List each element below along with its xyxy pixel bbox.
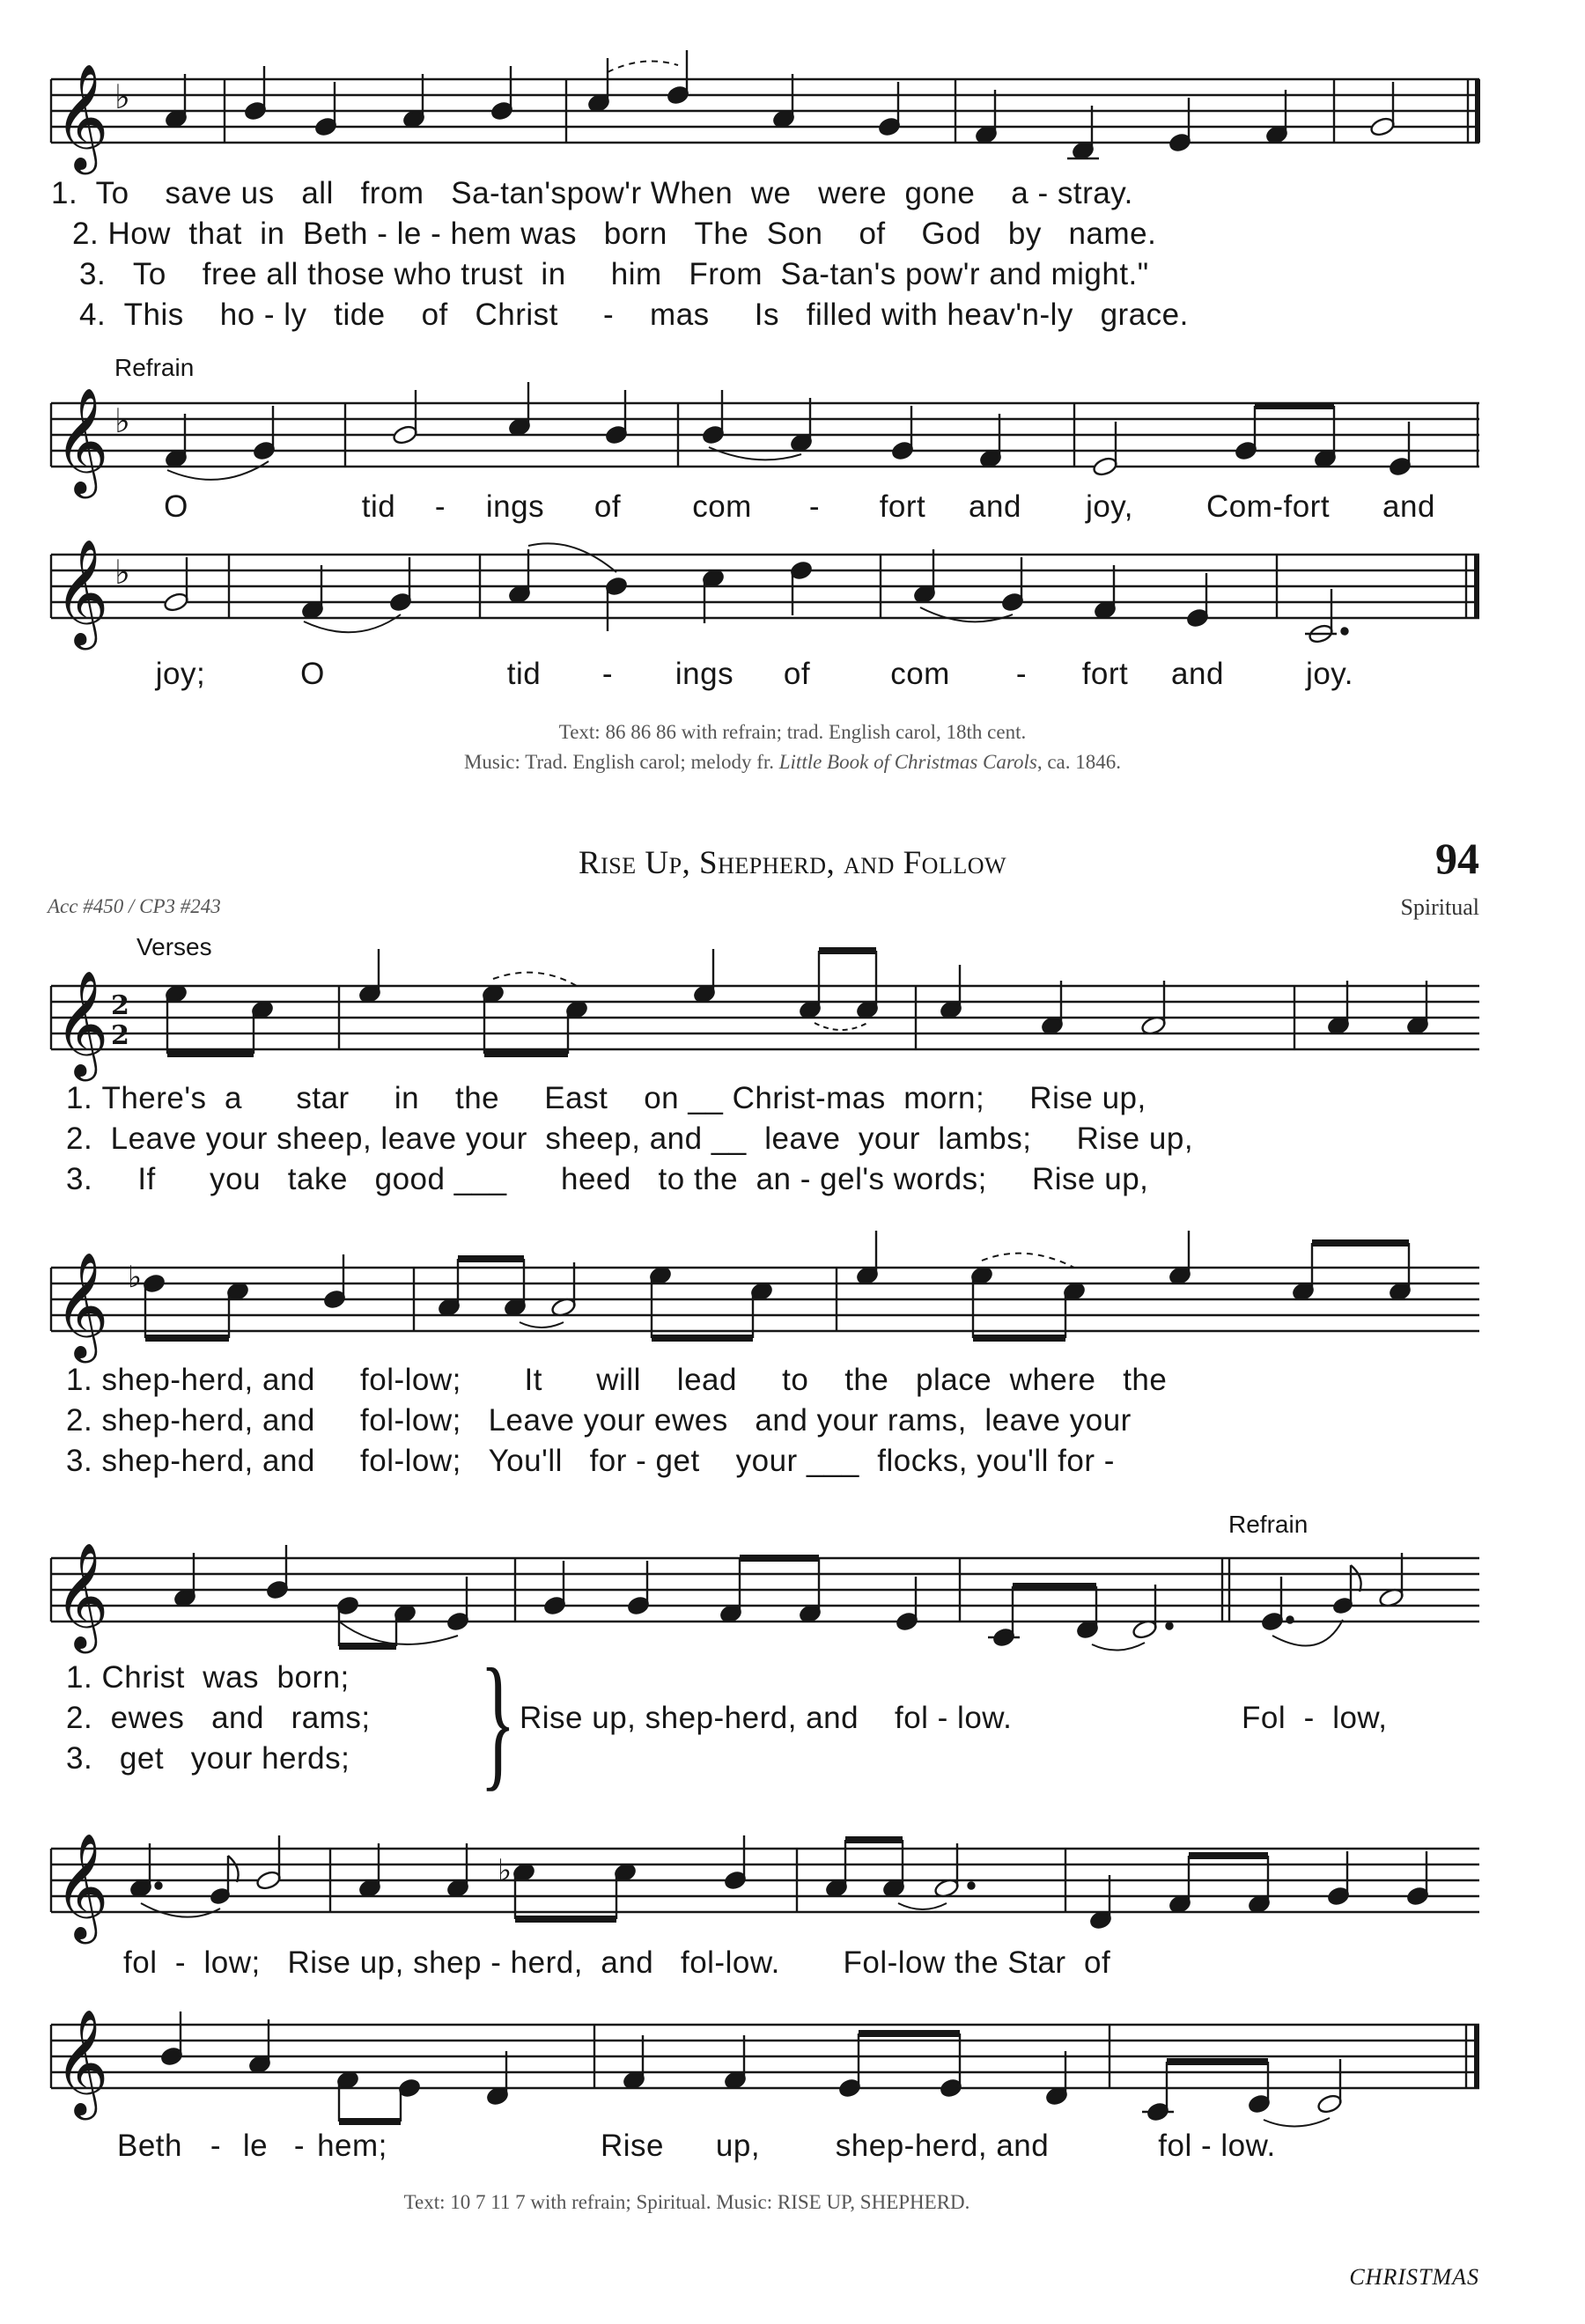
svg-text:♭: ♭	[498, 1853, 512, 1888]
verse-2-line: 2. shep-herd, and fol-low; Leave your ewes and your rams, leave your	[66, 1403, 1132, 1438]
refrain-syllable: joy;	[155, 657, 206, 691]
refrain-syllable: joy,	[1086, 489, 1133, 524]
refrain-syllable: of	[593, 489, 622, 524]
svg-text:♭: ♭	[114, 77, 130, 116]
prev-music-credit: Music: Trad. English carol; melody fr. Little Book of Christmas Carols, ca. 1846.	[463, 751, 1121, 773]
verse-3-line: 3. To free all those who trust in him From Sa-tan's pow'r and might."	[79, 257, 1149, 291]
verse-1-line: 1. There's a star in the East on __ Christ-mas morn; Rise up,	[66, 1081, 1146, 1115]
svg-text:♭: ♭	[128, 1260, 143, 1295]
refrain-syllable: com	[890, 657, 950, 691]
refrain-syllable: Beth	[117, 2129, 182, 2163]
common-lyric: Rise up, shep-herd, and fol - low.	[520, 1701, 1013, 1735]
verse-2-line: 2. Leave your sheep, leave your sheep, and __ leave your lambs; Rise up,	[66, 1122, 1194, 1156]
refrain-lyric: Fol - low,	[1242, 1701, 1388, 1735]
hymn-credit: Text: 10 7 11 7 with refrain; Spiritual. Music: RISE UP, SHEPHERD.	[403, 2191, 970, 2213]
refrain-line: fol - low; Rise up, shep - herd, and fol-low. Fol-low the Star of	[123, 1945, 1111, 1980]
svg-text:𝄞: 𝄞	[55, 2008, 109, 2115]
svg-text:2: 2	[111, 990, 129, 1021]
refrain-syllable: Rise	[600, 2129, 665, 2163]
section-label: CHRISTMAS	[1349, 2264, 1479, 2290]
staff-notation	[0, 352, 1585, 528]
refrain-syllable: fol - low.	[1158, 2129, 1276, 2163]
refrain-syllable: -	[210, 2129, 222, 2163]
refrain-syllable: -	[1015, 657, 1028, 691]
refrain-syllable: -	[601, 657, 614, 691]
refrain-label: Refrain	[1228, 1511, 1309, 1538]
refrain-syllable: and	[1382, 489, 1435, 524]
refrain-label: Refrain	[114, 354, 195, 381]
verse-1-line: 1. Christ was born;	[66, 1660, 350, 1695]
refrain-syllable: hem;	[317, 2129, 387, 2163]
refrain-syllable: ings	[485, 489, 545, 524]
verse-4-line: 4. This ho - ly tide of Christ - mas Is filled with heav'n-ly grace.	[79, 298, 1189, 332]
svg-text:𝄞: 𝄞	[55, 1251, 109, 1358]
staff-notation	[0, 924, 1585, 1100]
svg-text:𝄞: 𝄞	[55, 1541, 109, 1649]
refrain-syllable: up,	[715, 2129, 761, 2163]
svg-text:𝄞: 𝄞	[55, 538, 109, 645]
verse-3-line: 3. If you take good ___ heed to the an - gel's words; Rise up,	[66, 1162, 1149, 1196]
accompaniment-reference: Acc #450 / CP3 #243	[48, 895, 221, 917]
verse-3-line: 3. get your herds;	[66, 1741, 350, 1776]
staff-notation	[0, 1224, 1585, 1382]
refrain-syllable: le	[242, 2129, 269, 2163]
refrain-syllable: fort	[1081, 657, 1129, 691]
verses-label: Verses	[136, 933, 212, 960]
tune-source: Spiritual	[1400, 894, 1479, 920]
svg-text:2: 2	[111, 1020, 129, 1051]
refrain-syllable: and	[969, 489, 1021, 524]
refrain-syllable: O	[164, 489, 188, 524]
refrain-syllable: -	[434, 489, 446, 524]
verse-2-line: 2. ewes and rams;	[66, 1701, 371, 1735]
refrain-syllable: Com-fort	[1205, 489, 1331, 524]
refrain-syllable: -	[293, 2129, 306, 2163]
verse-3-line: 3. shep-herd, and fol-low; You'll for - get your ___ flocks, you'll for -	[66, 1444, 1115, 1478]
refrain-syllable: com	[692, 489, 752, 524]
refrain-syllable: and	[1171, 657, 1224, 691]
refrain-syllable: -	[808, 489, 821, 524]
verse-bracket: }	[480, 1638, 516, 1804]
refrain-syllable: fort	[879, 489, 926, 524]
svg-text:𝄞: 𝄞	[55, 969, 109, 1077]
svg-text:𝄞: 𝄞	[55, 386, 109, 494]
hymn-number: 94	[1435, 834, 1479, 883]
refrain-syllable: tid	[361, 489, 396, 524]
refrain-syllable: ings	[675, 657, 734, 691]
refrain-syllable: tid	[506, 657, 542, 691]
refrain-syllable: O	[300, 657, 325, 691]
hymn-title: Rise Up, Shepherd, and Follow	[578, 845, 1007, 881]
svg-text:♭: ♭	[114, 401, 130, 440]
staff-notation	[0, 1505, 1585, 1681]
refrain-syllable: of	[783, 657, 811, 691]
verse-1-line: 1. To save us all from Sa-tan'spow'r When we were gone a - stray.	[51, 176, 1133, 210]
prev-text-credit: Text: 86 86 86 with refrain; trad. English carol, 18th cent.	[558, 721, 1027, 743]
svg-text:♭: ♭	[114, 553, 130, 592]
staff-notation	[0, 1998, 1585, 2174]
verse-1-line: 1. shep-herd, and fol-low; It will lead to the place where the	[66, 1363, 1168, 1397]
refrain-syllable: joy.	[1306, 657, 1353, 691]
verse-2-line: 2. How that in Beth - le - hem was born The Son of God by name.	[72, 217, 1157, 251]
svg-text:𝄞: 𝄞	[55, 63, 109, 170]
svg-text:𝄞: 𝄞	[55, 1832, 109, 1939]
refrain-syllable: shep-herd, and	[835, 2129, 1050, 2163]
